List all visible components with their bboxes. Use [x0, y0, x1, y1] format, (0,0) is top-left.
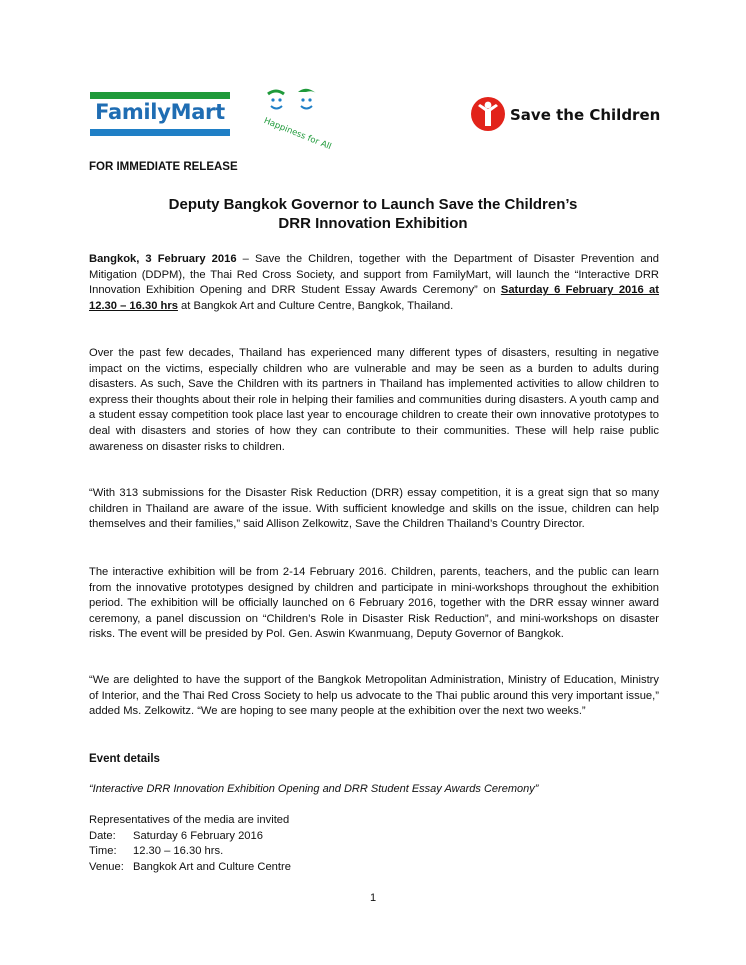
- event-details-heading: Event details: [89, 753, 160, 765]
- dateline: Bangkok, 3 February 2016: [89, 253, 237, 265]
- time-line: [89, 844, 291, 860]
- familymart-green-stripe: [90, 92, 230, 99]
- familymart-logo: [90, 92, 230, 136]
- venue-label: Venue:: [89, 860, 124, 873]
- happiness-for-all-logo: [262, 86, 342, 153]
- page-number: 1: [369, 892, 377, 904]
- paragraph-1-text-a: – Save the Children, together with the Department of Disaster Prevention and Mitigation (DDPM), the Thai Red Cross Society, and support from FamilyMart, will launch the “Interactive DRR Innovation Exhibition Opening and DRR Student Essay Awards Ceremony” on: [89, 253, 659, 297]
- release-label: FOR IMMEDIATE RELEASE: [89, 161, 238, 173]
- paragraph-1: [89, 252, 659, 314]
- media-invite-line: Representatives of the media are invited: [89, 814, 290, 826]
- event-details-list: [89, 813, 291, 875]
- paragraph-1-text-b: at Bangkok Art and Culture Centre, Bangkok, Thailand.: [177, 299, 454, 312]
- paragraph-2: Over the past few decades, Thailand has experienced many different types of disasters, resulting in negative impact on the victims, especially children who are vulnerable and may be seen as a burden to adults during disasters. As such, Save the Children with its partners in Thailand has implemented activities to allow children to express their thoughts about their role in helping their families and communities during disasters. A youth camp and a student essay competition took place last year to encourage children to create their own innovative prototypes to deal with disasters and stories of how they can contribute to their communities. These will help raise public awareness on disaster risks to children.: [89, 347, 659, 453]
- event-name: “Interactive DRR Innovation Exhibition Opening and DRR Student Essay Awards Ceremony”: [89, 783, 539, 795]
- save-the-children-logo-text: Save the Children: [510, 106, 661, 124]
- paragraph-5-quote: “We are delighted to have the support of the Bangkok Metropolitan Administration, Ministry of Education, Ministry of Interior, and the Thai Red Cross Society to help us advocate to the Thai public around this very important issue,” added Ms. Zelkowitz. “We are hoping to see many people at the exhibition over the next two weeks.”: [89, 674, 659, 718]
- smiling-faces-icon: [262, 86, 342, 120]
- date-line: [89, 829, 291, 845]
- paragraph-4: The interactive exhibition will be from 2-14 February 2016. Children, parents, teachers, and the public can learn from the innovative prototypes designed by children and participate in mini-workshops throughout the exhibition period. The exhibition will be officially launched on 6 February 2016, together with the DRR essay winner award ceremony, a panel discussion on “Children’s Role in Disaster Risk Reduction”, and mini-workshops on disaster risks. The event will be presided by Pol. Gen. Aswin Kwanmuang, Deputy Governor of Bangkok.: [89, 566, 659, 641]
- date-value: Saturday 6 February 2016: [133, 829, 263, 842]
- time-label: Time:: [89, 845, 117, 858]
- paragraph-3-quote: “With 313 submissions for the Disaster Risk Reduction (DRR) essay competition, it is a great sign that so many children in Thailand are aware of the issue. With sufficient knowledge and skills on the issue, children can help themselves and their families,” said Allison Zelkowitz, Save the Children Thailand’s Country Director.: [89, 487, 659, 531]
- venue-value: Bangkok Art and Culture Centre: [133, 860, 291, 873]
- headline-line-2: DRR Innovation Exhibition: [278, 215, 468, 232]
- date-label: Date:: [89, 829, 116, 842]
- time-value: 12.30 – 16.30 hrs.: [133, 845, 224, 858]
- headline-line-1: Deputy Bangkok Governor to Launch Save the Children’s: [168, 196, 578, 213]
- save-the-children-emblem-icon: [470, 96, 506, 132]
- familymart-blue-stripe: [90, 129, 230, 136]
- save-the-children-logo: [470, 96, 660, 136]
- event-date-highlight: Saturday 6 February 2016 at 12.30 – 16.30 hrs: [89, 284, 659, 312]
- happiness-for-all-text: Happiness for All: [262, 116, 333, 153]
- venue-line: [89, 860, 291, 876]
- familymart-logo-text: FamilyMart: [95, 100, 225, 124]
